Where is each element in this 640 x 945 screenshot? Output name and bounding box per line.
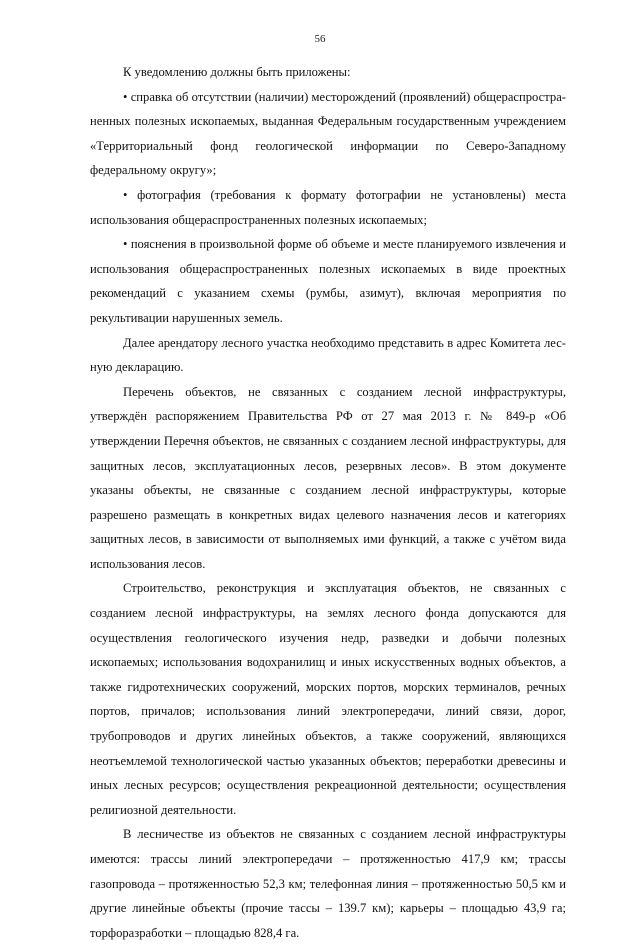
document-body xyxy=(90,60,566,945)
paragraph-objects-list: Перечень объектов, не связанных с созданием лесной инфраструктуры, утверждён распоряжением Правительства РФ от 27 мая 2013 г. № 849-р «Об утверждении Перечня объектов, не связанных с созданием лесной инфраструктуры, для защитных лесов, эксплуатационных лесов, резервных лесов». В этом документе указаны объекты, не связанные с созданием лесной инфраструктуры, которые разрешено размещать в конкретных видах целевого назначения лесов и категориях защитных лесов, в зависимости от выполняемых ими функций, а также с учётом вида использования лесов. xyxy=(90,384,566,571)
paragraph-attachments-intro: К уведомлению должны быть приложены: xyxy=(123,65,351,79)
paragraph-declaration: Далее арендатору лесного участка необходимо представить в адрес Комитета лесную декларацию. xyxy=(90,335,566,375)
page-number: 56 xyxy=(314,33,326,45)
paragraph-bullet-explanation: • пояснения в произвольной форме об объеме и месте планируемого извлечения и использования общераспространенных полезных ископаемых в виде проектных рекомендаций с указанием схемы (румбы, азимут), включая мероприятия по рекультивации нарушенных земель. xyxy=(90,237,566,325)
paragraph-construction: Строительство, реконструкция и эксплуатация объектов, не связанных с созданием лесной инфраструктуры, на землях лесного фонда допускаются для осуществления геологического изучения недр, разведки и добычи полезных ископаемых; использования водохранилищ и иных искусственных водных объектов, а также гидротехнических сооружений, морских портов, морских терминалов, речных портов, причалов; использования линий электропередачи, линий связи, дорог, трубопроводов и других линейных объектов, а также сооружений, являющихся неотъемлемой технологической частью указанных объектов; переработки древесины и иных лесных ресурсов; осуществления рекреационной деятельности; осуществления религиозной деятельности. xyxy=(90,581,566,817)
paragraph-forestry-objects: В лесничестве из объектов не связанных с созданием лесной инфраструктуры имеются: трассы линий электропередачи – протяженностью 417,9 км; трассы газопровода – протяженностью 52,3 км; телефонная линия – протяженностью 50,5 км и другие линейные объекты (прочие тассы – 139.7 км); карьеры – площадью 43,9 га; торфоразработки – площадью 828,4 га. xyxy=(90,827,566,940)
paragraph-bullet-photo: • фотография (требования к формату фотографии не установлены) места использования общераспространенных полезных ископаемых; xyxy=(90,187,566,227)
paragraph-bullet-certificate: • справка об отсутствии (наличии) месторождений (проявлений) общераспространенных полезных ископаемых, выданная Федеральным государственным учреждением «Территориальный фонд геологической информации по Северо-Западному федеральному округу»; xyxy=(90,89,566,178)
